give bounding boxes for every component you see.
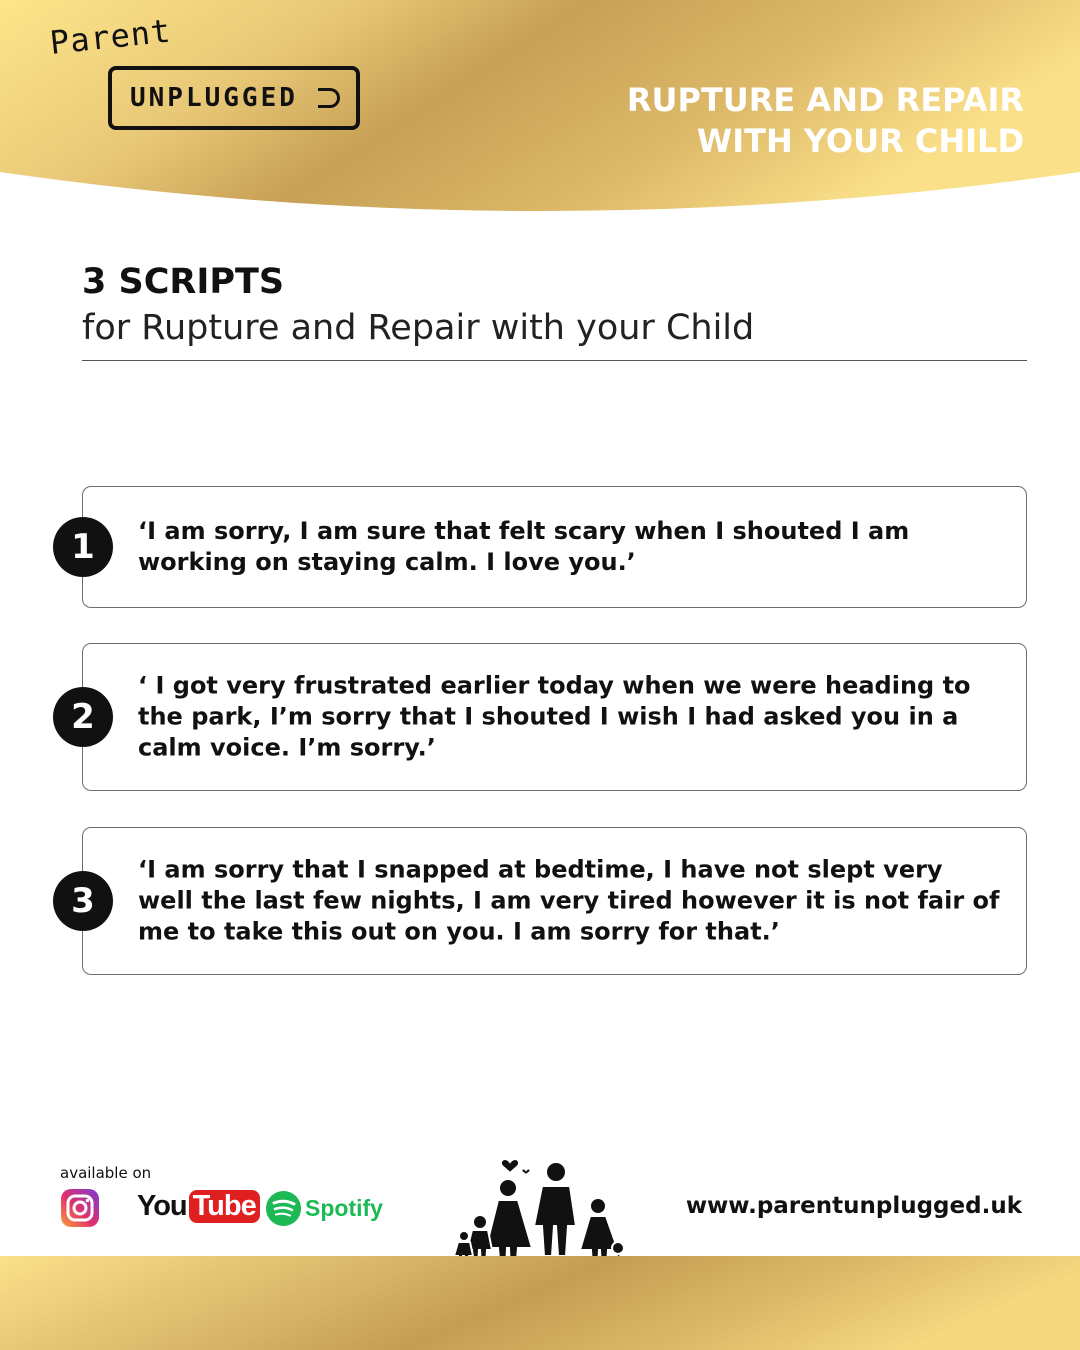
website-link[interactable]: www.parentunplugged.uk [685,1193,1022,1219]
script-text: ‘ I got very frustrated earlier today when we were heading to the park, I’m sorry that I shouted I wish I had asked you in a calm voice. I’m sorry.’ [138,671,971,762]
intro-heading [82,262,1027,354]
script-number-badge: 3 [53,871,113,931]
script-number-badge: 2 [53,687,113,747]
script-card-2 [71,643,1027,791]
intro-title: 3 SCRIPTS [82,262,285,302]
script-text: ‘I am sorry that I snapped at bedtime, I have not slept very well the last few nights, I am very tired however it is not fair of me to take this out on you. I am sorry for that.’ [138,855,1000,946]
script-text: ‘I am sorry, I am sure that felt scary when I shouted I am working on staying calm. I love you.’ [138,517,910,576]
spotify-logo[interactable] [266,1191,383,1226]
script-card-1 [71,486,1027,608]
header-title [564,80,1024,162]
footer-gold-band [0,1256,1080,1350]
intro-subtitle: for Rupture and Repair with your Child [82,308,755,348]
header-title-line1: RUPTURE AND REPAIR [626,81,1024,119]
logo-script-text: Parent [48,11,173,62]
header-title-line2: WITH YOUR CHILD [696,122,1024,160]
logo-boxed-text: UNPLUGGED [130,83,298,113]
youtube-tube-text: Tube [189,1190,260,1223]
spotify-icon [266,1191,301,1226]
script-number-badge: 1 [53,517,113,577]
instagram-icon[interactable] [60,1188,100,1228]
youtube-logo[interactable] [137,1190,260,1223]
spotify-label: Spotify [305,1195,383,1221]
youtube-you-text: You [137,1190,187,1222]
intro-divider [82,360,1027,361]
script-card-3 [71,827,1027,975]
available-on-label: available on [60,1164,152,1182]
plug-icon [318,88,340,108]
